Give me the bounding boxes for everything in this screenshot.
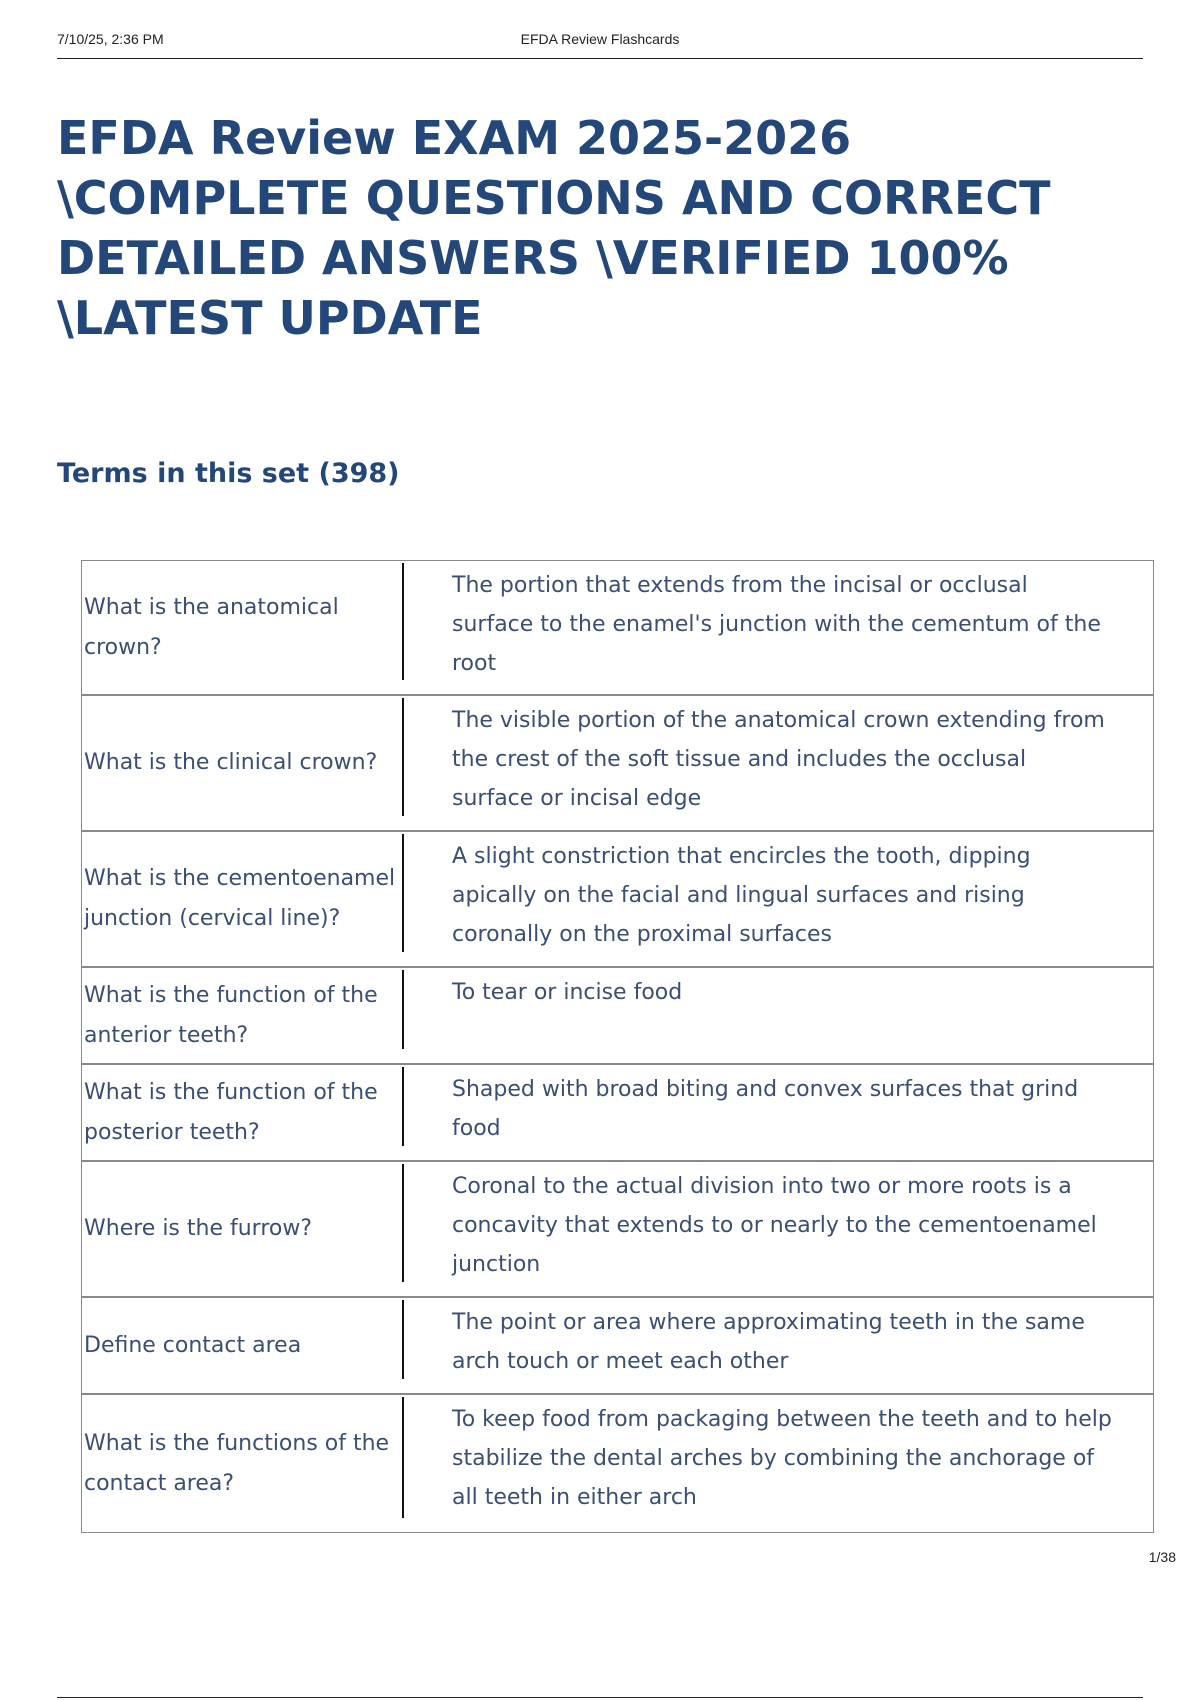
flashcard-term: What is the functions of the contact area?: [84, 1430, 390, 1496]
flashcard-definition: Shaped with broad biting and convex surfaces that grind food: [452, 1077, 1079, 1141]
flashcard-term: Where is the furrow?: [84, 1216, 313, 1241]
flashcard-term: Define contact area: [84, 1332, 302, 1358]
page-number: 1/38: [1148, 1549, 1176, 1565]
flashcard-term: What is the clinical crown?: [84, 750, 378, 775]
flashcard-row: [82, 832, 1153, 968]
flashcard-term: What is the cementoenamel junction (cervical line)?: [84, 866, 396, 931]
terms-heading: Terms in this set (398): [57, 458, 400, 489]
flashcard-row: [82, 968, 1153, 1065]
flashcard-table: [81, 560, 1154, 1533]
flashcard-term: What is the anatomical crown?: [84, 594, 339, 660]
flashcard-term: What is the function of the posterior teeth?: [84, 1079, 378, 1145]
print-datetime: 7/10/25, 2:36 PM: [57, 31, 164, 47]
flashcard-row: [82, 1395, 1153, 1532]
flashcard-definition: A slight constriction that encircles the tooth, dipping apically on the facial and lingual surfaces and rising coronally on the proximal surfaces: [452, 844, 1031, 947]
print-page-title: EFDA Review Flashcards: [520, 31, 680, 47]
flashcard-row: [82, 561, 1153, 696]
flashcard-definition: The point or area where approximating teeth in the same arch touch or meet each other: [452, 1310, 1085, 1374]
flashcard-row: [82, 1065, 1153, 1162]
flashcard-definition: Coronal to the actual division into two or more roots is a concavity that extends to or nearly to the cementoenamel junction: [452, 1174, 1097, 1277]
flashcard-row: [82, 696, 1153, 832]
flashcard-definition: The visible portion of the anatomical crown extending from the crest of the soft tissue and includes the occlusal surface or incisal edge: [452, 708, 1105, 811]
flashcard-definition: To keep food from packaging between the teeth and to help stabilize the dental arches by combining the anchorage of all teeth in either arch: [452, 1407, 1112, 1510]
flashcard-row: [82, 1162, 1153, 1298]
footer-rule: [57, 1697, 1143, 1698]
print-header: [57, 28, 1143, 59]
document-title: EFDA Review EXAM 2025-2026 \COMPLETE QUESTIONS AND CORRECT DETAILED ANSWERS \VERIFIED 100% \LATEST UPDATE: [57, 111, 1051, 345]
flashcard-definition: To tear or incise food: [452, 980, 683, 1005]
flashcard-definition: The portion that extends from the incisal or occlusal surface to the enamel's junction with the cementum of the root: [452, 573, 1101, 676]
flashcard-row: [82, 1298, 1153, 1395]
flashcard-term: What is the function of the anterior teeth?: [84, 982, 378, 1048]
